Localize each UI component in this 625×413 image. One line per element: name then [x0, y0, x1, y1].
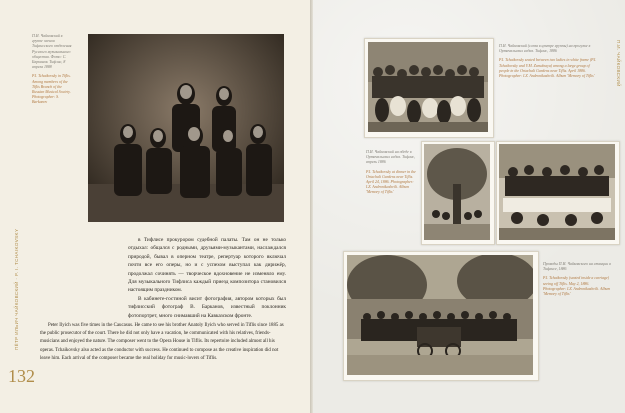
- garden-crowd-photo: [368, 42, 488, 132]
- body-text-en: Peter Ilyich was five times in the Caucasus. He came to see his brother Anatoly Ilyich who served in Tiflis since 1885 as the public prosecutor of the court. There he did not only have a vacation, he communicated with his relatives, friends-musicians and enjoyed the nature. The composer went to the Opera House in Tiflis. Its repertoire included almost all his operas. Tchaikovsky also acted as the conductor with success. He continued to compose as the creative inspiration did not leave him. Each arrival of the composer became the real holiday for music-lovers of Tiflis.: [40, 323, 284, 361]
- tree-garden-image: [424, 144, 490, 240]
- caption-top-photo: П.И. Чайковский (слева в центре группы) на прогулке в Ортачальских садах. Тифлис, 1886 P.I. Tchaikovsky seated between two ladies in white frame (P.I. Tchaikovsky and V.M. Zarudnaya) among a large group of people in the Ortachali Gardens near Tiflis. April 1886. Photographer: I.Z. Andronikashvili. Album 'Memory of Tiflis': [499, 44, 597, 79]
- caption-group-photo: П.И. Чайковский в группе членов Тифлисского отделения Русского музыкального общества. Фото: С. Барканов. Тифлис, 8 апреля 1888 P.I. Tchaikovsky in Tiflis. Among members of the Tiflis Branch of the Russian Musical Society. Photographer: S. Barkanov: [32, 34, 72, 105]
- caption-bottom-photo: Проводы П.И. Чайковского на станции в Тифлисе, 1886 P.I. Tchaikovsky (seated inside a carriage) seeing off Tiflis. May 2, 1886. Photographer: I.Z. Andronikashvili. Album 'Memory of Tiflis': [543, 262, 611, 297]
- left-page: [0, 0, 311, 413]
- body-text-ru: в Тифлисе прокурором судебной палаты. Там он не только отдыхал: общался с родными, друзьями-музыкантами, наслаждался природой, бывал в оперном театре, репертуар которого включал почти все его оперы, но и с успехом выступал как дирижёр, продолжал сочинять — творческое вдохновение не изменяло ему. Для музыкального Тифлиса каждый приезд композитора становился настоящим праздником. В кабинете-гостиной висит фотография, автором которых был тифлисский фотограф В. Барканов, известный поклонник фотопортрет, много снимавший на Кавказском фронте.: [128, 237, 286, 319]
- running-head-left: ПЁТР ИЛЬИЧ ЧАЙКОВСКИЙ · P. I. TCHAIKOVSKY: [14, 228, 19, 350]
- dinner-table-photo: [499, 144, 615, 240]
- running-head-right: П.И. ЧАЙКОВСКИЙ: [616, 40, 621, 87]
- farewell-carriage-image: [347, 255, 533, 375]
- tree-garden-photo: [424, 144, 490, 240]
- page-number: 132: [8, 366, 35, 386]
- farewell-carriage-photo: [347, 255, 533, 375]
- garden-crowd-image: [368, 42, 488, 132]
- group-photo: [88, 34, 284, 222]
- dinner-table-image: [499, 144, 615, 240]
- right-page: [313, 0, 625, 413]
- group-photo-image: [88, 34, 284, 222]
- caption-middle-photo: П.И. Чайковский на обеде в Ортачальских садах. Тифлис, апрель 1886 P.I. Tchaikovsky at dinner in the Ortachali Gardens near Tiflis. April 24, 1886. Photographer: I.Z. Andronikashvili. Album 'Memory of Tiflis': [366, 150, 416, 195]
